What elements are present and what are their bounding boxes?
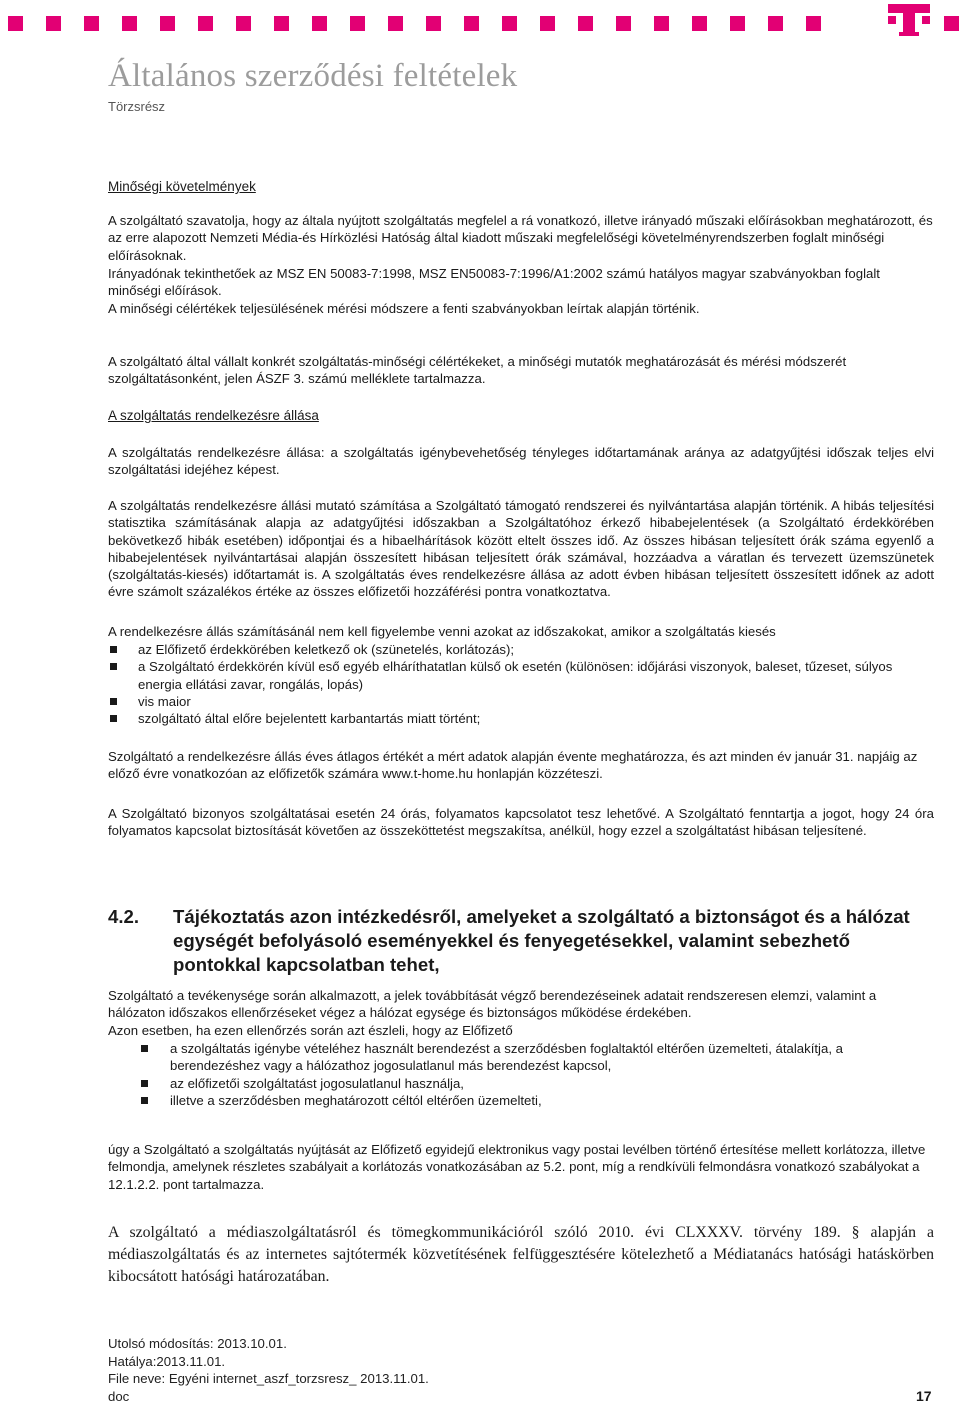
document-title: Általános szerződési feltételek	[108, 58, 518, 94]
file-extension: doc	[108, 1388, 130, 1404]
quality-heading: Minőségi követelmények	[108, 179, 256, 194]
list-item: illetve a szerződésben meghatározott céltól eltérően üzemelteti,	[108, 1092, 934, 1109]
section-number: 4.2.	[108, 906, 140, 927]
security-paragraph-3: úgy a Szolgáltató a szolgáltatás nyújtását az Előfizető egyidejű elektronikus vagy postai levélben történő értesítése mellett korlátozza, illetve felmondja, amelynek részletes szabályait a korlátozás vonatkozásában az 5.2. pont, míg a rendkívüli felmondásra vonatkozó szabályokat a 12.1.2.2. pont tartalmazza.	[108, 1142, 926, 1192]
effective-date: Hatálya:2013.11.01.	[108, 1353, 226, 1369]
availability-paragraph-4: Szolgáltató a rendelkezésre állás éves átlagos értékét a mért adatok alapján évente meghatározza, és azt minden év január 31. napjáig az előző évre vonatkozóan az előfizetők számára www.t-home.hu honlapján közzéteszi.	[108, 749, 918, 782]
file-name: File neve: Egyéni internet_aszf_torzsresz_ 2013.11.01.	[108, 1371, 429, 1387]
security-paragraph-1: Szolgáltató a tevékenysége során alkalmazott, a jelek továbbítását végző berendezéseinek adatait rendszeresen elemzi, valamint a hálózaton időszakos ellenőrzéseket végez a hálózat egysége és biztonságos működése érdekében.	[108, 988, 877, 1021]
list-item: szolgáltató által előre bejelentett karbantartás miatt történt;	[108, 710, 934, 727]
list-item: a Szolgáltató érdekkörén kívül eső egyéb elháríthatatlan külső ok esetén (különösen: időjárási viszonyok, baleset, tűzeset, súlyos energia ellátási zavar, rongálás, lopás)	[108, 658, 934, 693]
availability-heading: A szolgáltatás rendelkezésre állása	[108, 408, 319, 423]
availability-exclusion-list	[108, 641, 934, 727]
security-paragraph-2: Azon esetben, ha ezen ellenőrzés során azt észleli, hogy az Előfizető	[108, 1023, 513, 1038]
document-subtitle: Törzsrész	[108, 99, 166, 114]
availability-paragraph-1: A szolgáltatás rendelkezésre állása: a szolgáltatás igénybevehetőség tényleges időtartamának aránya az adatgyűjtési időszak teljes elvi szolgáltatási idejéhez képest.	[108, 445, 934, 478]
quality-paragraph-3: A minőségi célértékek teljesülésének mérési módszere a fenti szabványokban leírtak alapján történik.	[108, 301, 700, 316]
availability-paragraph-2: A szolgáltatás rendelkezésre állási mutató számítása a Szolgáltató támogató rendszerei és nyilvántartása alapján történik. A hibás teljesítési statisztika számításának alapja az adatgyűjtési időszakban a Szolgáltatóhoz érkező hibabejelentések (a Szolgáltató érdekkörében bekövetkező hibák esetében) időpontjai és a hibaelhárítások között eltelt összes idő. Az összes hibásan teljesített órák száma egyenlő a hibabejelentések nyilvántartásai alapján összesített hibásan teljesített órák számával, hozzáadva a váratlan és tervezett üzemszünetek (szolgáltatás-kiesés) időtartamát is. A szolgáltatás éves rendelkezésre állása az adott évben hibásan teljesített összesített időnek az adott évre számolt százalékos értéke az összes előfizetői hozzáférési pontra vonatkoztatva.	[108, 498, 934, 600]
page-footer	[108, 1335, 429, 1405]
security-violation-list	[108, 1040, 934, 1109]
section-title: Tájékoztatás azon intézkedésről, amelyeket a szolgáltató a biztonságot és a hálózat egységét befolyásoló eseményekkel és fenyegetésekkel, valamint sebezhető pontokkal kapcsolatban tehet,	[173, 906, 910, 975]
page-number: 17	[916, 1388, 932, 1404]
quality-paragraph-1: A szolgáltató szavatolja, hogy az általa nyújtott szolgáltatás megfelel a rá vonatkozó, illetve irányadó műszaki előírásokban meghatározott, és az erre alapozott Nemzeti Média-és Hírközlési Hatóság által kiadott műszaki megfelelőségi követelményrendszerben foglalt minőségi előírásoknak.	[108, 213, 933, 263]
list-item: a szolgáltatás igénybe vételéhez használt berendezést a szerződésben foglaltaktól eltérően üzemelteti, átalakítja, a berendezéshez vagy a hálózathoz jogosulatlanul más berendezést kapcsol,	[108, 1040, 934, 1075]
list-item: vis maior	[108, 693, 934, 710]
quality-paragraph-2: Irányadónak tekinthetőek az MSZ EN 50083-7:1998, MSZ EN50083-7:1996/A1:2002 számú hatályos magyar szabványokban foglalt minőségi előírások.	[108, 266, 880, 299]
last-modified: Utolsó módosítás: 2013.10.01.	[108, 1336, 287, 1351]
list-item: az előfizetői szolgáltatást jogosulatlanul használja,	[108, 1075, 934, 1092]
security-paragraph-4: A szolgáltató a médiaszolgáltatásról és tömegkommunikációról szóló 2010. évi CLXXXV. törvény 189. § alapján a médiaszolgáltatás és az internetes sajtótermék közvetítésének felfüggesztésére kötelezhető a Médiatanács hatósági hatáskörben kibocsátott hatósági határozatában.	[108, 1224, 934, 1285]
quality-paragraph-4: A szolgáltató által vállalt konkrét szolgáltatás-minőségi célértékeket, a minőségi mutatók meghatározását és mérési módszerét szolgáltatásonként, jelen ÁSZF 3. számú melléklete tartalmazza.	[108, 354, 847, 387]
brand-strip	[0, 16, 880, 31]
telekom-t-logo-icon	[882, 0, 942, 42]
availability-paragraph-3: A rendelkezésre állás számításánál nem kell figyelembe venni azokat az időszakokat, amikor a szolgáltatás kiesés	[108, 624, 776, 639]
availability-paragraph-5: A Szolgáltató bizonyos szolgáltatásai esetén 24 órás, folyamatos kapcsolatot tesz lehetővé. A Szolgáltató fenntartja a jogot, hogy 24 óra folyamatos kapcsolat biztosítását követően az összeköttetést megszakítsa, anélkül, hogy ezzel a szolgáltatást hibásan teljesítené.	[108, 806, 934, 839]
brand-square	[944, 16, 959, 31]
list-item: az Előfizető érdekkörében keletkező ok (szünetelés, korlátozás);	[108, 641, 934, 658]
